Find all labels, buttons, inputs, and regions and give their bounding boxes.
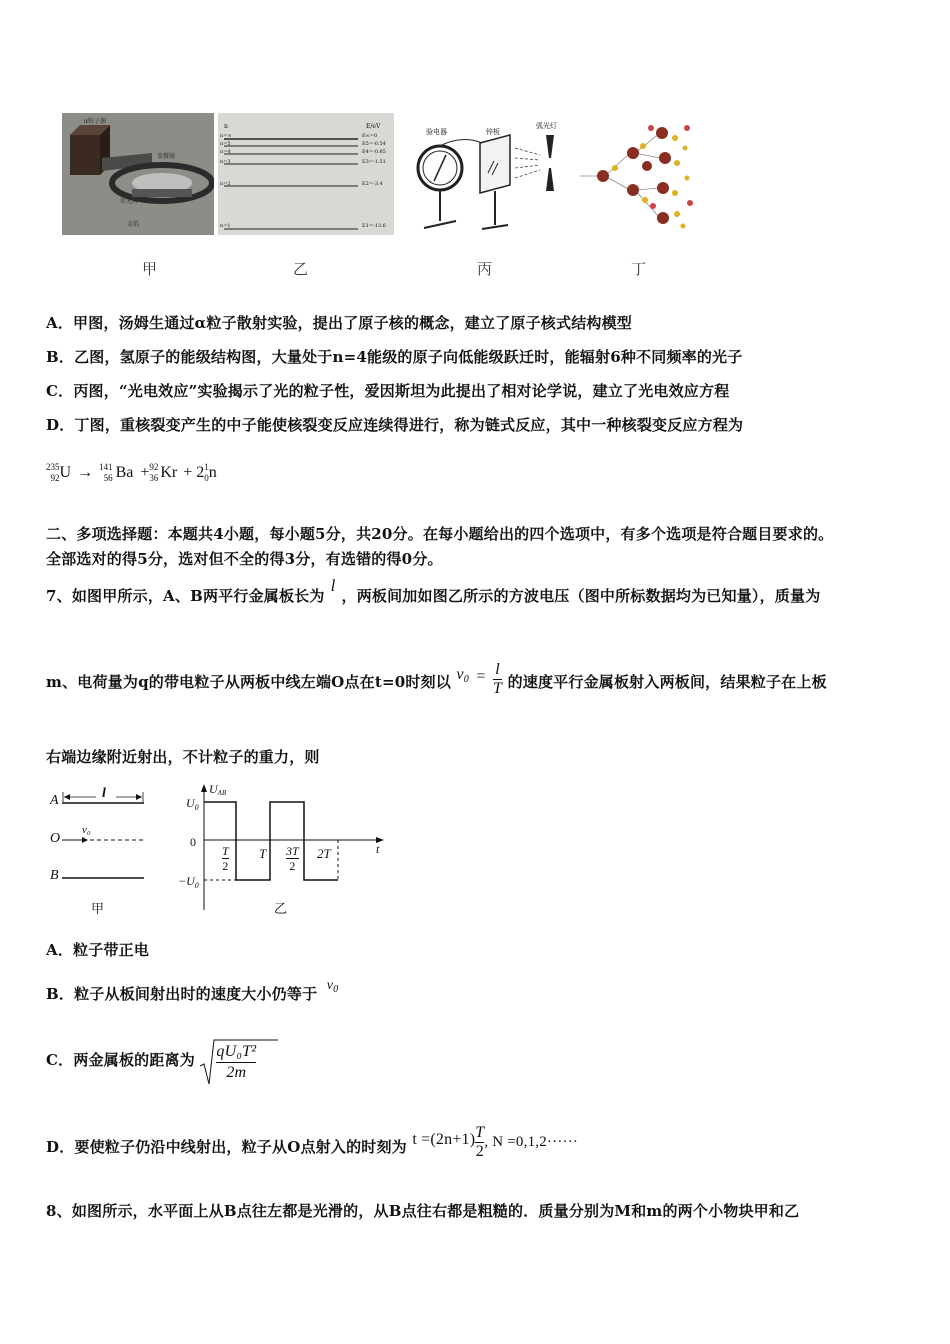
plate-a-label: A (50, 793, 59, 808)
q6-option-c-text: ．丙图，“光电效应”实验揭示了光的粒子性，爱因斯坦为此提出了相对论学说，建立了光电效应方程 (58, 382, 730, 400)
ba-mass-number: 141 (99, 462, 113, 472)
q7-frac-num: l (495, 660, 500, 678)
level-e-1: E1=-13.6 (362, 223, 386, 229)
q7-option-b (46, 978, 338, 1010)
label-electroscope: 验电器 (426, 128, 447, 136)
level-e-5: E5=-0.54 (362, 141, 386, 147)
level-n-4: n=4 (220, 149, 231, 155)
level-e-inf: E∞=0 (362, 133, 378, 139)
n-mass-number: 1 (204, 462, 209, 472)
q6-option-c-letter: C (46, 382, 59, 400)
q6-option-d (46, 414, 743, 435)
q7-option-a: A．粒子带正电 (46, 941, 150, 959)
t-axis-label: t (376, 842, 380, 856)
length-label: l (102, 786, 106, 801)
ba-symbol: Ba (115, 464, 134, 481)
plus-1: + (140, 464, 150, 481)
svg-text:显微镜: 显微镜 (157, 153, 176, 160)
neg-u0-label: $-U_0$ (178, 874, 199, 890)
tick-t-half: $\frac{T}{2}$ (222, 844, 229, 873)
figure-caption-bing: 丙 (477, 260, 493, 278)
q7-line3: 右端边缘附近射出，不计粒子的重力，则 (46, 748, 320, 766)
ba-atomic-number: 56 (103, 473, 113, 483)
figure-caption-ding: 丁 (631, 260, 647, 278)
kr-symbol: Kr (160, 464, 178, 481)
q7-option-b-text: B．粒子从板间射出时的速度大小仍等于 (46, 985, 318, 1003)
q7-l-symbol: l (330, 576, 336, 595)
arrow: → (77, 464, 94, 481)
level-header-e: E/eV (366, 123, 381, 130)
level-e-3: E3=-1.51 (362, 159, 386, 165)
q7-v0: $v_0$ (456, 666, 469, 685)
q7-option-d (46, 1122, 578, 1172)
tick-2t: 2T (317, 846, 331, 861)
u-symbol: U (59, 464, 72, 481)
fig-caption-yi: 乙 (274, 902, 288, 917)
plate-b-label: B (50, 868, 59, 883)
q6-option-b-text: ．乙图，氢原子的能级结构图，大量处于n=4能级的原子向低能级跃迁时，能辐射6种不同频率的光子 (58, 348, 743, 366)
u0-label: $U_0$ (186, 796, 199, 812)
q6-option-d-letter: D (46, 416, 60, 434)
kr-atomic-number: 36 (149, 473, 159, 483)
u-mass-number: 235 (46, 462, 60, 472)
figure-panel-bing-photoelectric (410, 113, 570, 238)
q7-option-c (46, 1030, 280, 1090)
q7-option-c-sqrt: $\frac{\text{qU₀T²}}{2m}$ (200, 1036, 280, 1086)
q7-frac-den: T (493, 679, 503, 697)
chain-reaction-image (575, 118, 700, 238)
fission-equation (46, 462, 217, 488)
fig-caption-jia: 甲 (91, 902, 105, 917)
label-arc-lamp: 弧光灯 (536, 122, 557, 130)
level-n-2: n=2 (220, 181, 231, 187)
svg-text:α粒子源: α粒子源 (84, 118, 107, 125)
u-atomic-number: 92 (50, 473, 60, 483)
q7-fraction (493, 661, 502, 698)
svg-text:金箔: 金箔 (127, 221, 140, 228)
q6-option-d-text: ．丁图，重核裂变产生的中子能使核裂变反应连续得进行，称为链式反应，其中一种核裂变反应方程为 (59, 416, 744, 434)
y-axis-label: UAB (209, 782, 227, 797)
q7-option-c-text: C．两金属板的距离为 (46, 1051, 195, 1069)
level-e-2: E2=-3.4 (362, 181, 383, 187)
n-atomic-number: 0 (204, 473, 209, 483)
q7-line1 (46, 576, 821, 606)
q6-option-a-text: ．甲图，汤姆生通过α粒子散射实验，提出了原子核的概念，建立了原子核式结构模型 (57, 314, 632, 332)
n-symbol: n (208, 464, 217, 481)
v0-label: v₀ (82, 824, 91, 836)
q7-line2-a: m、电荷量为q的带电粒子从两板中线左端O点在t=0时刻以 (46, 673, 451, 691)
q8-line1: 8、如图所示，水平面上从B点往左都是光滑的，从B点往右都是粗糙的．质量分别为M和m的两个小物块甲和乙 (46, 1202, 800, 1220)
q6-option-b (46, 346, 742, 367)
figure-panel-jia (62, 113, 214, 235)
svg-text:荧光屏: 荧光屏 (120, 198, 139, 205)
q7-equals: = (476, 668, 486, 685)
q7-option-d-expr2: , N =0,1,2······ (484, 1134, 579, 1150)
q6-option-a (46, 312, 632, 333)
tick-t: T (259, 846, 267, 861)
q7-line2 (46, 660, 827, 704)
q6-option-a-letter: A (46, 314, 58, 332)
zero-label: 0 (190, 835, 196, 849)
rutherford-apparatus-image (62, 113, 214, 235)
q6-option-b-letter: B (46, 348, 59, 366)
label-zinc-plate: 锌板 (486, 128, 500, 136)
q7-option-d-expr1: t =(2n+1) (412, 1131, 476, 1148)
q7-line2-b: 的速度平行金属板射入两板间，结果粒子在上板 (507, 673, 827, 691)
neutron-coef: 2 (196, 464, 205, 481)
level-n-inf: n=∞ (220, 133, 232, 139)
kr-mass-number: 92 (149, 462, 159, 472)
q7-line1-b: ，两板间加如图乙所示的方波电压（图中所标数据均为已知量），质量为 (341, 587, 821, 605)
figure-panel-yi-energy-levels (218, 113, 394, 235)
figure-panel-ding-chain-reaction (575, 118, 700, 238)
level-n-5: n=5 (220, 141, 231, 147)
section2-line1: 二、多项选择题：本题共4小题，每小题5分，共20分。在每小题给出的四个选项中，有多个选项是符合题目要求的。 (46, 525, 834, 543)
q7-option-b-v0: $v_0$ (326, 978, 339, 995)
level-e-4: E4=-0.85 (362, 149, 386, 155)
q7-option-d-text: D．要使粒子仍沿中线射出，粒子从O点射入的时刻为 (46, 1138, 407, 1156)
q7-figure (46, 780, 396, 920)
figure-caption-yi: 乙 (293, 260, 309, 278)
q6-option-c (46, 380, 729, 401)
tick-3t-half: $\frac{3T}{2}$ (286, 844, 299, 873)
figure-caption-jia: 甲 (142, 260, 158, 278)
plus-2: + (183, 464, 193, 481)
level-n-1: n=1 (220, 223, 231, 229)
level-header-n: n (224, 123, 228, 130)
q7-line1-a: 7、如图甲所示，A、B两平行金属板长为 (46, 587, 325, 605)
level-n-3: n=3 (220, 159, 231, 165)
section2-line2: 全部选对的得5分，选对但不全的得3分，有选错的得0分。 (46, 550, 443, 568)
q7-option-d-frac: $\frac{T}{2}$ (475, 1123, 485, 1160)
origin-label: O (50, 831, 61, 846)
